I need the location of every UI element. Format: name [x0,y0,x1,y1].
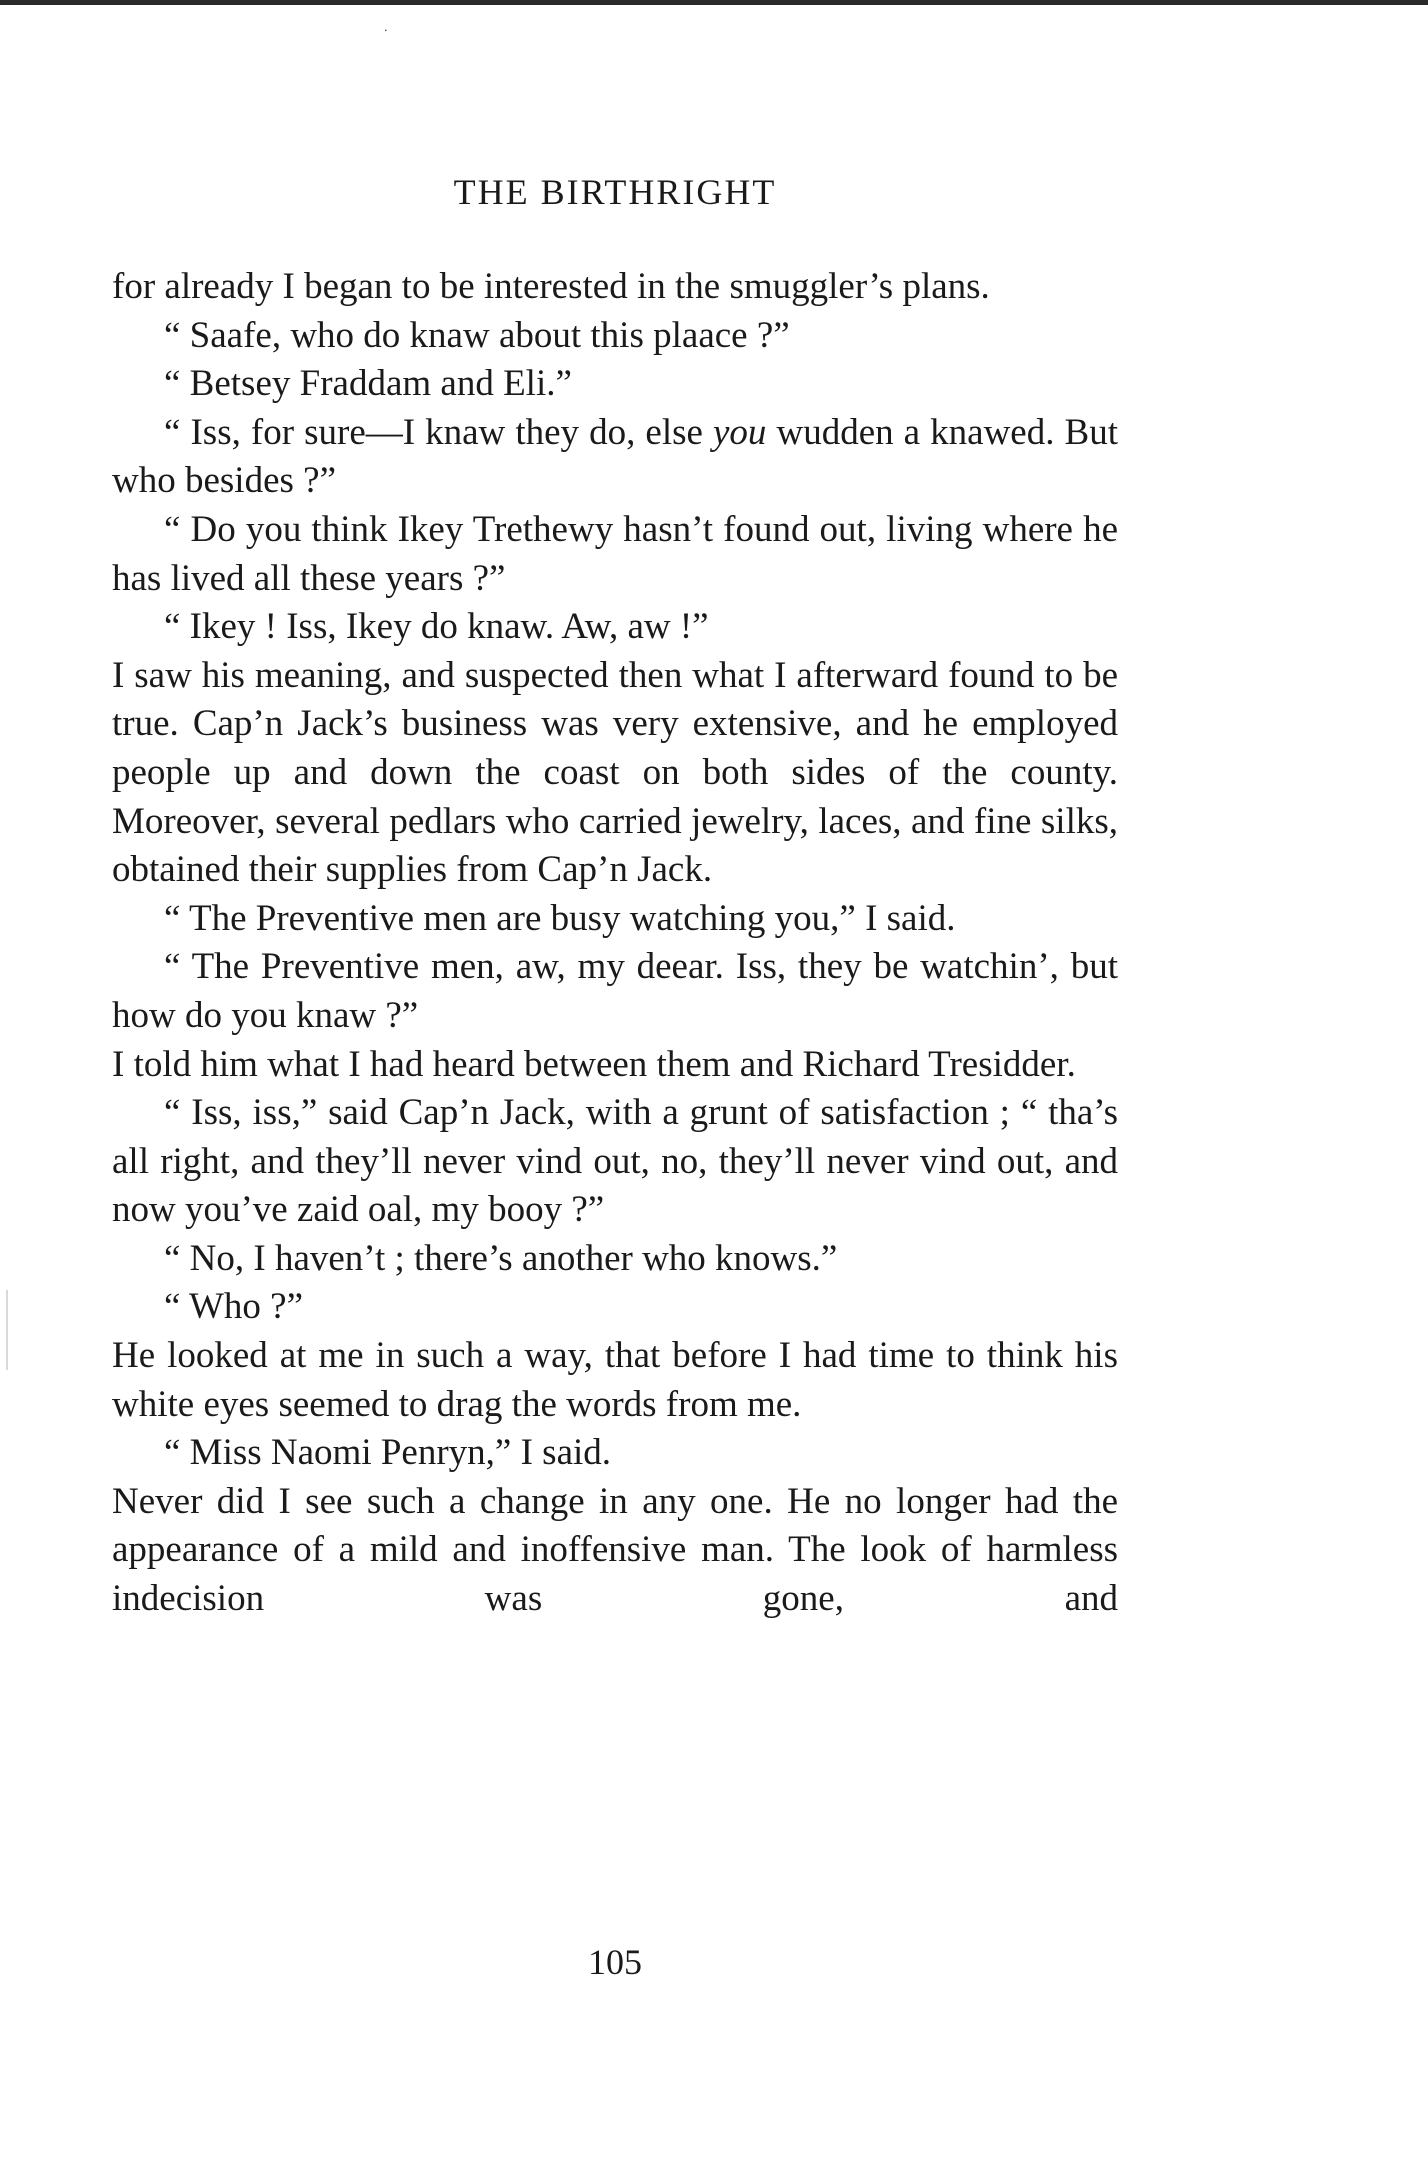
paragraph-3: “ Betsey Fraddam and Eli.” [164,363,572,405]
paragraph-11: “ Iss, iss,” said Cap’n Jack, with a grunt of satisfaction ; “ tha’s all right, and they’ll never vind out, no, they’ll never vind out, and now you’ve zaid oal, my booy ?” [112,1092,1118,1231]
body-text [112,263,1118,1624]
print-speck: ∙ [384,24,388,39]
paragraph-16: Never did I see such a change in any one. He no longer had the appearance of a mild and inoffensive man. The look of harmless indecision was gone, and [112,1480,1118,1620]
paragraph-4 [112,409,1118,506]
paragraph-5: “ Do you think Ikey Trethewy hasn’t found out, living where he has lived all these years ?” [112,508,1118,599]
paragraph-6: “ Ikey ! Iss, Ikey do knaw. Aw, aw !” [164,606,709,648]
margin-smudge [6,1290,8,1370]
page-number: 105 [588,1942,642,1982]
paragraph-12: “ No, I haven’t ; there’s another who knows.” [164,1237,838,1279]
page-top-edge [0,0,1428,5]
paragraph-9: “ The Preventive men, aw, my deear. Iss, they be watchin’, but how do you knaw ?” [112,946,1118,1036]
emphasis-you: you [712,411,767,453]
paragraph-14: He looked at me in such a way, that before I had time to think his white eyes seemed to drag the words from me. [112,1335,1118,1425]
running-head: THE BIRTHRIGHT [453,172,777,212]
paragraph-13: “ Who ?” [164,1286,304,1328]
paragraph-4-start: “ Iss, for sure—I knaw they do, else [164,411,713,453]
paragraph-7: I saw his meaning, and suspected then what I afterward found to be true. Cap’n Jack’s business was very extensive, and he employed people up and down the coast on both sides of the county. Moreover, several pedlars who carried jewelry, laces, and fine silks, obtained their supplies from Cap’n Jack. [112,654,1118,891]
paragraph-8: “ The Preventive men are busy watching you,” I said. [164,897,956,939]
paragraph-10: I told him what I had heard between them and Richard Tresidder. [112,1043,1076,1085]
paragraph-15: “ Miss Naomi Penryn,” I said. [164,1432,612,1474]
paragraph-2: “ Saafe, who do knaw about this plaace ?” [164,314,790,356]
paragraph-4-end: wudden a knawed. But who besides ?” [112,411,1118,502]
paragraph-1: for already I began to be interested in the smuggler’s plans. [112,266,990,307]
